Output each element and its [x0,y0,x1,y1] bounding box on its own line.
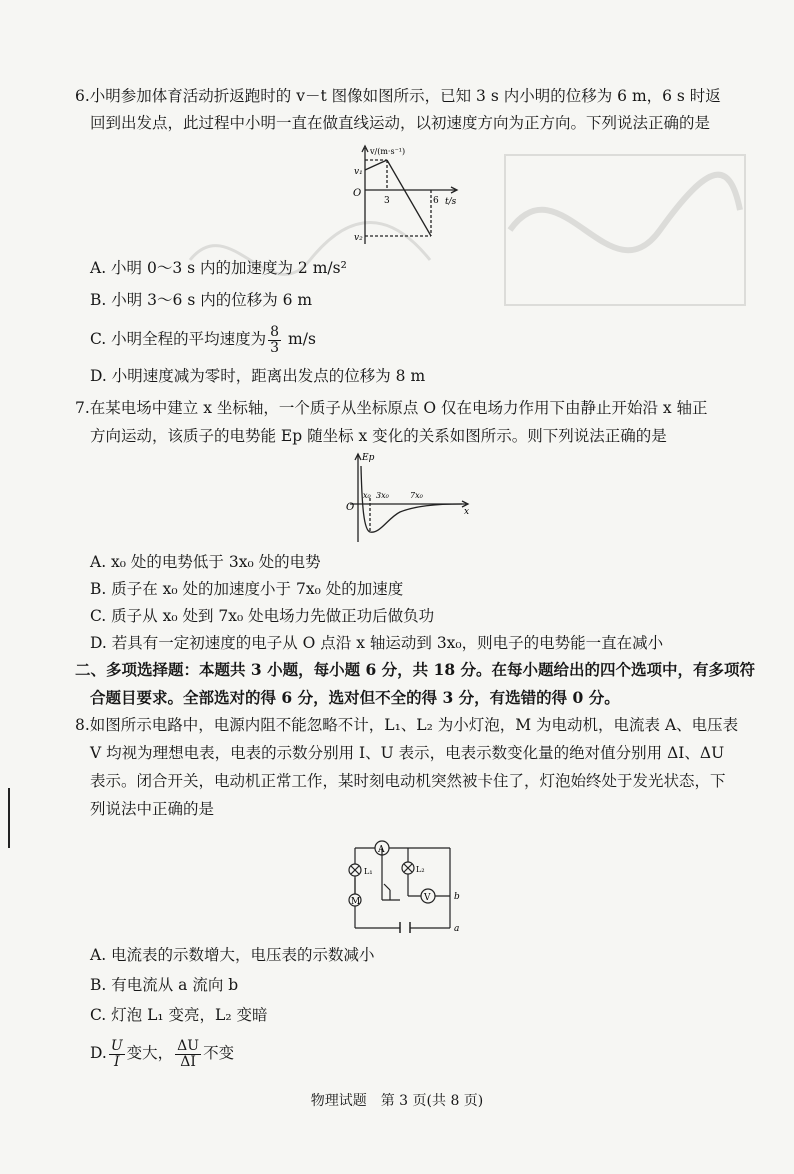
q7-graph-origin: O [346,502,355,513]
q8-stem-line4: 列说法中正确的是 [90,800,215,818]
q8-stem-line3: 表示。闭合开关，电动机正常工作，某时刻电动机突然被卡住了，灯泡始终处于发光状态，下 [90,772,726,790]
q8-circuit-ammeter: A [378,845,385,855]
q7-graph-x7: 7x₀ [410,491,423,500]
q8-circuit-lamp1: L₁ [364,867,373,876]
q8-option-d [90,1034,234,1072]
section2-header-line1: 二、多项选择题：本题共 3 小题，每小题 6 分，共 18 分。在每小题给出的四个选项中，有多项符 [75,660,756,679]
q8-option-d-f2-den: ΔI [180,1053,196,1070]
q7-graph-ylabel: Ep [362,453,375,463]
q8-option-b: B. 有电流从 a 流向 b [90,976,239,994]
q7-stem-line1: 7.在某电场中建立 x 坐标轴，一个质子从坐标原点 O 仅在电场力作用下由静止开始沿 x 轴正 [75,399,708,417]
q8-circuit-voltmeter: V [424,893,431,903]
q6-option-d: D. 小明速度减为零时，距离出发点的位移为 8 m [90,367,426,385]
binding-margin-mark [8,788,10,848]
q6-graph-tlabel: t/s [445,197,457,207]
q8-circuit-lamp2: L₂ [416,865,425,874]
q6-option-a: A. 小明 0～3 s 内的加速度为 2 m/s² [90,259,347,277]
q8-option-d-prefix: D. [90,1044,107,1062]
q6-graph-t3: 3 [384,196,390,206]
q8-option-a: A. 电流表的示数增大，电压表的示数减小 [90,946,375,964]
q8-circuit-diagram [340,828,470,933]
q6-graph-v2: v₂ [354,233,363,243]
q6-option-c-prefix: C. 小明全程的平均速度为 [90,330,267,348]
q7-graph-x0: x₀ [363,491,371,500]
q6-option-c-fraction [268,325,281,356]
page-footer: 物理试题 第 3 页(共 8 页) [310,1093,484,1109]
q8-option-d-fraction-1 [109,1039,125,1070]
q6-graph-t6: 6 [433,196,439,206]
q8-option-d-suffix: 不变 [203,1044,235,1062]
bleed-through-image [500,150,750,310]
q7-stem-line2: 方向运动，该质子的电势能 Ep 随坐标 x 变化的关系如图所示。则下列说法正确的是 [90,427,667,445]
q7-option-b: B. 质子在 x₀ 处的加速度小于 7x₀ 处的加速度 [90,580,404,598]
q8-circuit-node-b: b [454,892,460,902]
q7-option-d: D. 若具有一定初速度的电子从 O 点沿 x 轴运动到 3x₀，则电子的电势能一直在减小 [90,634,664,652]
q6-option-c-numerator: 8 [270,323,280,340]
q6-stem-line2: 回到出发点，此过程中小明一直在做直线运动，以初速度方向为正方向。下列说法正确的是 [90,114,711,132]
q6-vt-graph [335,140,475,250]
q7-option-c: C. 质子从 x₀ 处到 7x₀ 处电场力先做正功后做负功 [90,607,435,625]
q8-stem-line2: V 均视为理想电表，电表的示数分别用 I、U 表示，电表示数变化量的绝对值分别用 ΔI、ΔU [90,744,725,762]
q6-stem-line1: 6.小明参加体育活动折返跑时的 v－t 图像如图所示，已知 3 s 内小明的位移为 6 m，6 s 时返 [75,87,721,105]
q7-graph-x3: 3x₀ [376,491,389,500]
q7-ep-graph [340,448,480,548]
q8-option-d-fraction-2 [175,1039,201,1070]
q6-graph-ylabel: v/(m·s⁻¹) [370,147,406,156]
q8-option-d-f1-den: I [113,1053,120,1070]
q8-stem-line1: 8.如图所示电路中，电源内阻不能忽略不计，L₁、L₂ 为小灯泡，M 为电动机，电流表 A、电压表 [75,716,739,734]
q7-graph-xlabel: x [464,507,470,517]
q6-option-c-denominator: 3 [270,339,280,356]
q8-circuit-motor: M [351,897,361,907]
q6-option-c-suffix: m/s [288,330,316,348]
q8-option-d-f2-num: ΔU [177,1037,200,1054]
q8-circuit-node-a: a [454,924,460,933]
section2-header-line2: 合题目要求。全部选对的得 6 分，选对但不全的得 3 分，有选错的得 0 分。 [90,688,620,707]
q8-option-d-f1-num: U [110,1037,123,1054]
q7-option-a: A. x₀ 处的电势低于 3x₀ 处的电势 [90,553,321,571]
q6-option-b: B. 小明 3～6 s 内的位移为 6 m [90,291,313,309]
q8-option-c: C. 灯泡 L₁ 变亮，L₂ 变暗 [90,1006,268,1024]
q6-graph-v1: v₁ [354,167,363,177]
q6-option-c [90,321,316,357]
q6-graph-origin: O [353,188,362,199]
q8-option-d-mid: 变大， [126,1044,174,1062]
